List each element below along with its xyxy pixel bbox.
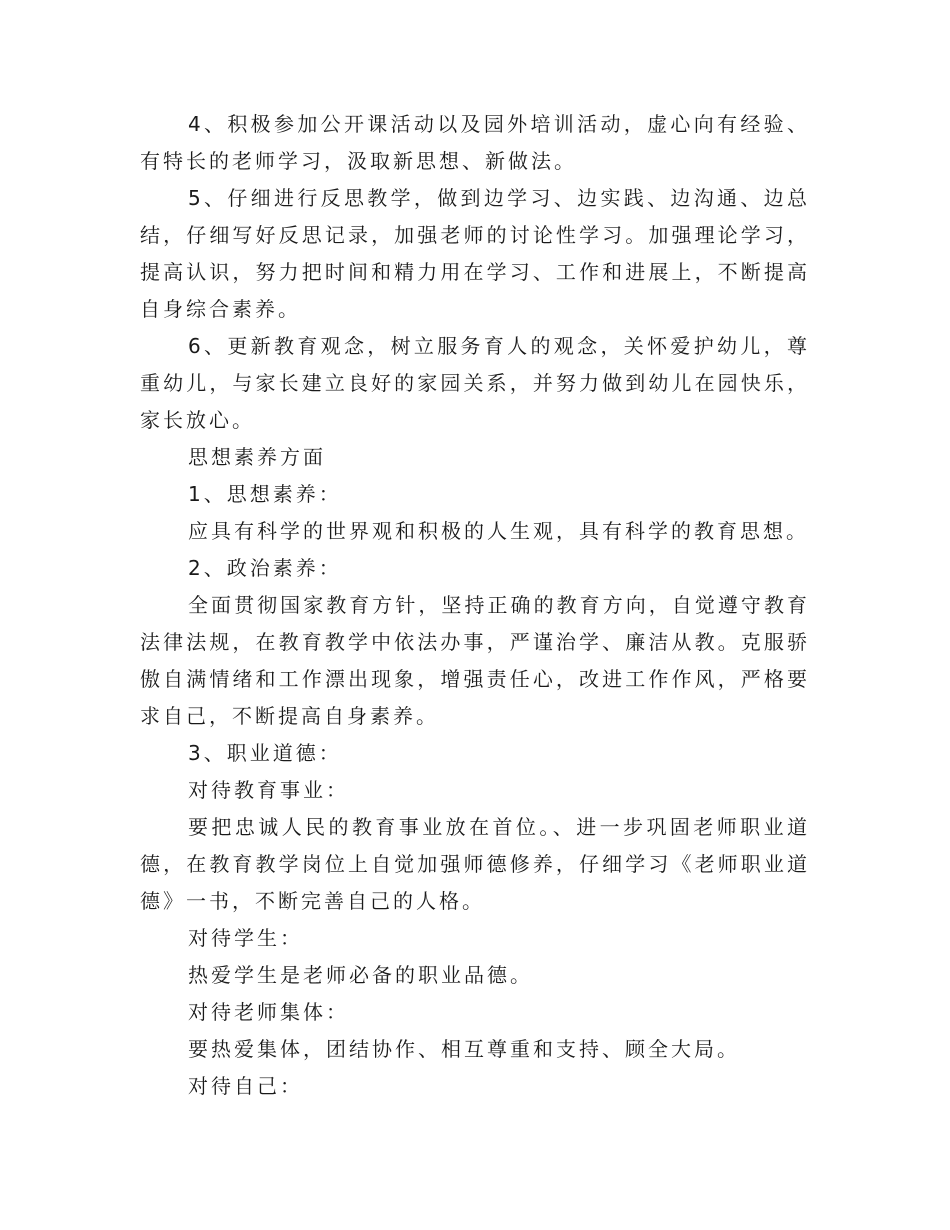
subheading: 2、政治素养： (188, 556, 342, 580)
paragraph: 要热爱集体，团结协作、相互尊重和支持、顾全大局。 (188, 1037, 740, 1061)
subheading: 对待老师集体： (188, 1000, 349, 1024)
subheading: 对待自己： (188, 1074, 303, 1098)
subheading: 对待教育事业： (188, 778, 349, 802)
section-heading: 思想素养方面 (188, 445, 326, 469)
subheading: 1、思想素养： (188, 482, 342, 506)
paragraph: 要把忠诚人民的教育事业放在首位。、进一步巩固老师职业道德，在教育教学岗位上自觉加强师德修养，仔细学习《老师职业道德》一书，不断完善自己的人格。 (140, 815, 810, 913)
document-body (140, 106, 810, 1105)
paragraph: 6、更新教育观念，树立服务育人的观念，关怀爱护幼儿，尊重幼儿，与家长建立良好的家园关系，并努力做到幼儿在园快乐，家长放心。 (140, 334, 810, 432)
paragraph: 热爱学生是老师必备的职业品德。 (188, 963, 533, 987)
paragraph: 5、仔细进行反思教学，做到边学习、边实践、边沟通、边总结，仔细写好反思记录，加强老师的讨论性学习。加强理论学习，提高认识，努力把时间和精力用在学习、工作和进展上，不断提高自身综合素养。 (140, 186, 810, 321)
paragraph: 应具有科学的世界观和积极的人生观，具有科学的教育思想。 (188, 519, 809, 543)
paragraph: 全面贯彻国家教育方针，坚持正确的教育方向，自觉遵守教育法律法规，在教育教学中依法办事，严谨治学、廉洁从教。克服骄傲自满情绪和工作漂出现象，增强责任心，改进工作作风，严格要求自己，不断提高自身素养。 (140, 593, 810, 728)
paragraph: 4、积极参加公开课活动以及园外培训活动，虚心向有经验、有特长的老师学习，汲取新思想、新做法。 (140, 112, 810, 173)
subheading: 对待学生： (188, 926, 303, 950)
subheading: 3、职业道德： (188, 741, 342, 765)
